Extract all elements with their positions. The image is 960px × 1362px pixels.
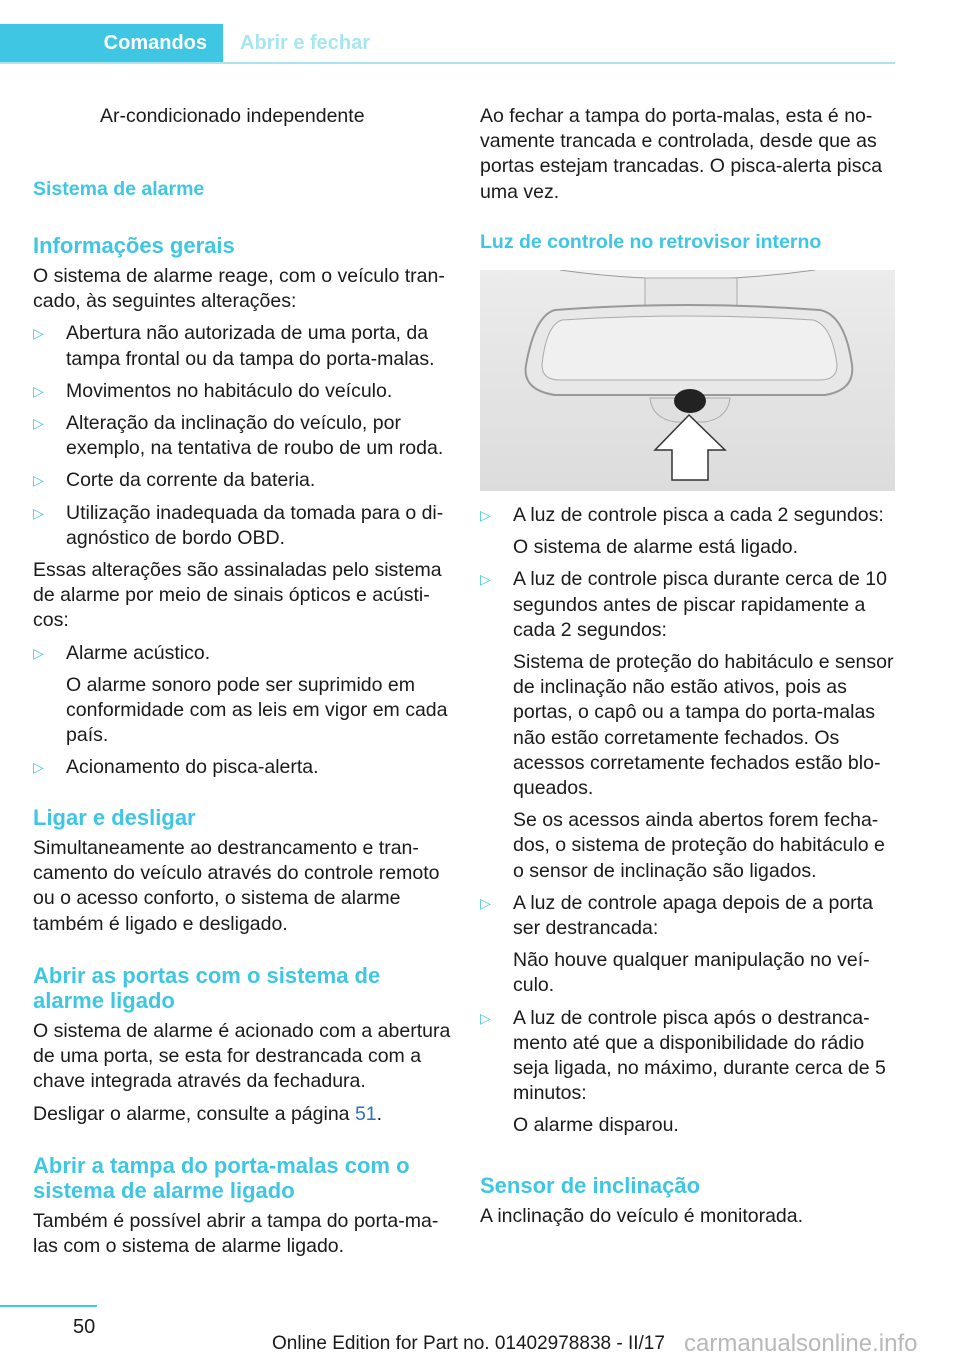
page-link[interactable]: 51 xyxy=(354,1102,377,1125)
page-number: 50 xyxy=(73,1316,96,1338)
list-item: ▷ Alteração da inclinação do veículo, por exemplo, na tentativa de roubo de um roda. xyxy=(33,412,444,460)
list-item: ▷ A luz de controle pisca após o destrancamento até que a disponibilidade do rádio seja ligada, no máximo, durante cerca de 5 minutos: xyxy=(480,1006,886,1105)
section-open-doors xyxy=(33,963,451,1127)
triangle-bullet-icon: ▷ xyxy=(33,759,44,776)
paragraph: Simultaneamente ao destrancamento e trancamento do veículo através do controle remoto ou o acesso conforto, o sistema de alarme também é ligado e desligado. xyxy=(33,837,440,935)
watermark: carmanualsonline.info xyxy=(684,1330,918,1357)
list-item: ▷ Acionamento do pisca-alerta. xyxy=(33,755,451,780)
triangle-bullet-icon: ▷ xyxy=(480,1009,491,1026)
note: O sistema de alarme está ligado. xyxy=(513,536,799,559)
note: Sistema de proteção do habitáculo e sensor de inclinação não estão ativos, pois as portas, o capô ou a tampa do porta-malas não estão corretamente fechados. Os acessos corretamente fechados estão bloqueados. xyxy=(513,651,894,800)
paragraph: O sistema de alarme é acionado com a abertura de uma porta, se esta for destrancada com a chave integrada através da fechadura. xyxy=(33,1020,451,1093)
list-item: ▷ A luz de controle pisca a cada 2 segundos: xyxy=(480,503,895,528)
triangle-bullet-icon: ▷ xyxy=(33,325,44,342)
paragraph: Essas alterações são assinaladas pelo sistema de alarme por meio de sinais ópticos e acústicos: xyxy=(33,559,442,632)
list-item: ▷ Abertura não autorizada de uma porta, da tampa frontal ou da tampa do porta-malas. xyxy=(33,322,435,370)
heading: Luz de controle no retrovisor interno xyxy=(480,231,822,253)
intro-text: Ar-condicionado independente xyxy=(100,105,365,127)
list-item: ▷ Corte da corrente da bateria. xyxy=(33,468,451,493)
triangle-bullet-icon: ▷ xyxy=(33,382,44,399)
section-general-info xyxy=(33,233,451,781)
note: Não houve qualquer manipulação no veículo. xyxy=(513,949,870,997)
paragraph: O sistema de alarme reage, com o veículo trancado, às seguintes alterações: xyxy=(33,265,445,313)
paragraph: Ao fechar a tampa do porta-malas, esta é novamente trancada e controlada, desde que as portas estejam trancadas. O pisca-alerta pisca uma vez. xyxy=(480,105,883,203)
footer-divider xyxy=(0,1305,97,1307)
paragraph: Também é possível abrir a tampa do porta-malas com o sistema de alarme ligado. xyxy=(33,1210,439,1258)
list-item: ▷ A luz de controle pisca durante cerca de 10 segundos antes de piscar rapidamente a cada 2 segundos: xyxy=(480,568,887,641)
heading: Informações gerais xyxy=(33,233,235,258)
triangle-bullet-icon: ▷ xyxy=(33,644,44,661)
triangle-bullet-icon: ▷ xyxy=(480,507,491,523)
arrow-up-icon xyxy=(655,415,725,480)
list-item: ▷ A luz de controle apaga depois de a porta ser destrancada: xyxy=(480,891,873,940)
triangle-bullet-icon: ▷ xyxy=(33,472,44,489)
heading: Sensor de inclinação xyxy=(480,1173,701,1198)
section-tilt-sensor xyxy=(480,1173,895,1229)
indicator-light xyxy=(674,389,706,413)
section-open-trunk xyxy=(33,1153,451,1259)
chapter-tabs xyxy=(0,24,895,64)
section-on-off xyxy=(33,805,451,937)
list-item: ▷ Movimentos no habitáculo do veículo. xyxy=(33,379,451,404)
list-item: ▷ Utilização inadequada da tomada para o diagnóstico de bordo OBD. xyxy=(33,501,444,549)
edition-text: Online Edition for Part no. 01402978838 - II/17 xyxy=(272,1333,665,1354)
note: Se os acessos ainda abertos forem fechados, o sistema de proteção do habitáculo e o sensor de inclinação são ligados. xyxy=(513,809,885,882)
triangle-bullet-icon: ▷ xyxy=(480,894,491,911)
heading: Abrir a tampa do porta-malas com o sistema de alarme ligado xyxy=(33,1153,410,1203)
triangle-bullet-icon: ▷ xyxy=(33,504,44,521)
tab-abrir-e-fechar[interactable]: Abrir e fechar xyxy=(240,32,371,54)
rearview-mirror-illustration xyxy=(480,270,895,491)
list-item: ▷ Alarme acústico. xyxy=(33,641,451,666)
page-title: Sistema de alarme xyxy=(33,178,205,200)
heading: Ligar e desligar xyxy=(33,805,196,830)
paragraph: Desligar o alarme, consulte a página 51. xyxy=(33,1102,383,1125)
note: O alarme disparou. xyxy=(513,1114,679,1137)
triangle-bullet-icon: ▷ xyxy=(33,415,44,432)
heading: Abrir as portas com o sistema de alarme ligado xyxy=(33,963,381,1013)
indicator-list xyxy=(480,503,895,1139)
triangle-bullet-icon: ▷ xyxy=(480,571,491,588)
note: O alarme sonoro pode ser suprimido em conformidade com as leis em vigor em cada país. xyxy=(66,673,448,747)
paragraph: A inclinação do veículo é monitorada. xyxy=(480,1205,804,1227)
tab-comandos[interactable]: Comandos xyxy=(0,24,223,62)
